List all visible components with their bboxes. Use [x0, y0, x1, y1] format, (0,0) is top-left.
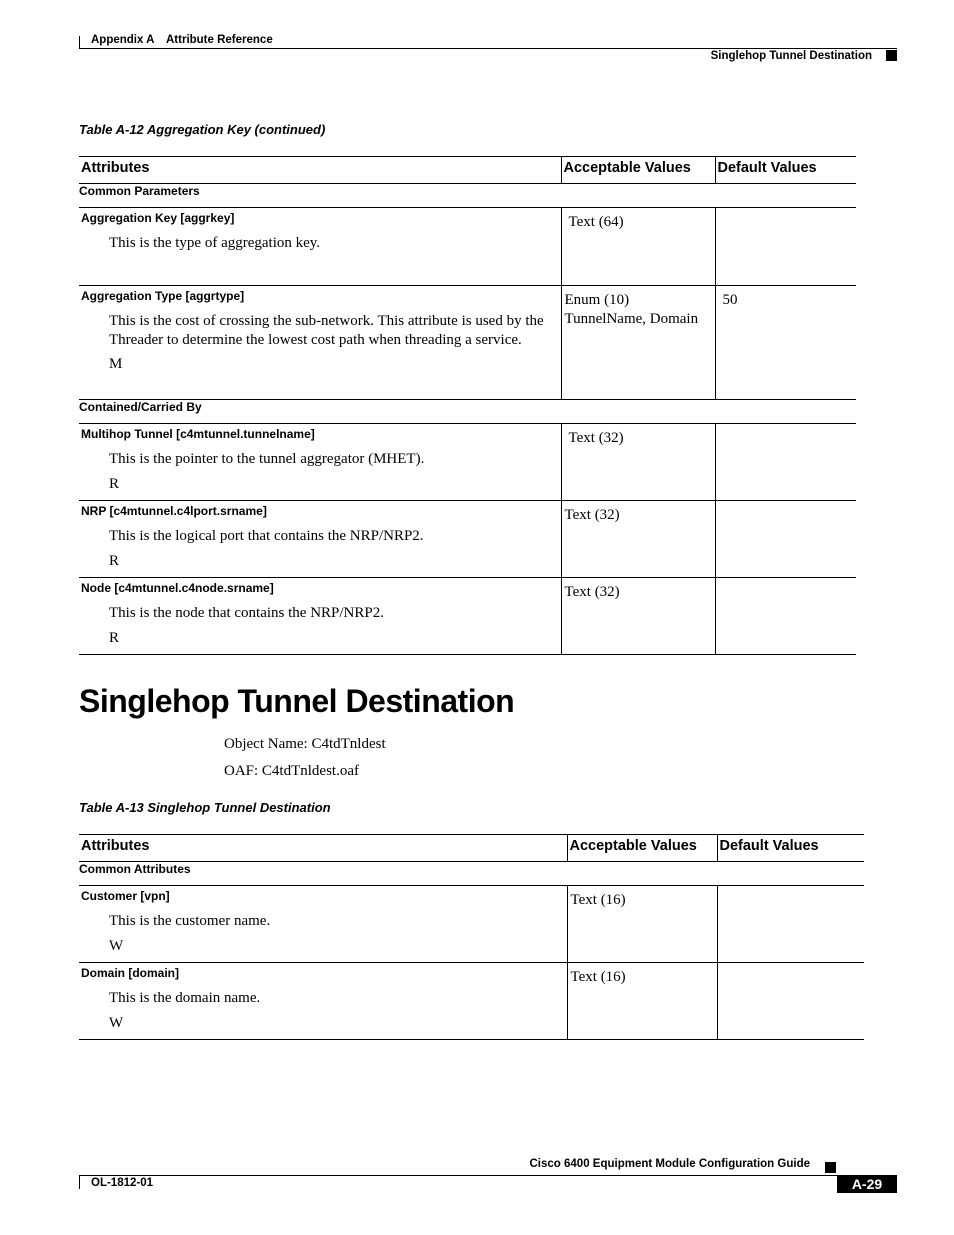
section-title: Singlehop Tunnel Destination — [79, 683, 515, 719]
table-row — [79, 963, 864, 1040]
col-header-attributes: Attributes — [79, 835, 567, 862]
footer-rule — [79, 1175, 897, 1176]
col-header-default-values: Default Values — [715, 157, 856, 184]
oaf-name: OAF: C4tdTnldest.oaf — [224, 763, 359, 779]
header-rule — [79, 48, 897, 49]
acceptable-value: Enum (10) — [564, 292, 630, 308]
table1-caption: Table A-12 Aggregation Key (continued) — [79, 122, 326, 137]
acceptable-value: TunnelName, Domain — [564, 311, 699, 327]
acceptable-value: Text (64) — [568, 214, 624, 230]
table-row — [79, 286, 856, 400]
section-row — [79, 862, 864, 886]
footer-guide-title: Cisco 6400 Equipment Module Configuration Guide — [529, 1158, 810, 1170]
attribute-name: Aggregation Type [aggrtype] — [81, 289, 245, 303]
footer-rule-vertical — [79, 1175, 80, 1189]
header-marker — [886, 50, 897, 61]
table-row — [79, 886, 864, 963]
col-header-acceptable-values: Acceptable Values — [561, 157, 715, 184]
attribute-name: Domain [domain] — [81, 966, 179, 980]
attribute-name: Node [c4mtunnel.c4node.srname] — [81, 581, 274, 595]
col-header-attributes: Attributes — [79, 157, 561, 184]
header-appendix: Appendix A — [91, 34, 155, 46]
acceptable-value: Text (32) — [564, 507, 620, 523]
section-common-parameters: Common Parameters — [79, 184, 856, 208]
footer-doc-id: OL-1812-01 — [91, 1177, 154, 1189]
attribute-access: M — [109, 356, 123, 372]
attribute-access: R — [109, 552, 120, 569]
attribute-description: This is the pointer to the tunnel aggregator (MHET). — [109, 451, 425, 467]
default-value — [715, 208, 856, 286]
section-contained-carried-by: Contained/Carried By — [79, 400, 856, 424]
page-number: A-29 — [837, 1175, 897, 1193]
attribute-description: This is the cost of crossing the sub-network. This attribute is used by the Threader to determine the lowest cost path when threading a service. — [109, 313, 544, 348]
acceptable-value: Text (16) — [570, 969, 626, 985]
table-singlehop-tunnel-destination — [79, 834, 864, 1040]
table-row — [79, 208, 856, 286]
attribute-description: This is the domain name. — [109, 990, 261, 1006]
table-row — [79, 424, 856, 501]
default-value — [715, 424, 856, 501]
attribute-access: R — [109, 475, 120, 492]
footer-marker — [825, 1162, 836, 1173]
attribute-description: This is the logical port that contains the NRP/NRP2. — [109, 528, 424, 544]
header-section: Singlehop Tunnel Destination — [710, 50, 872, 62]
default-value — [715, 578, 856, 655]
attribute-name: Multihop Tunnel [c4mtunnel.tunnelname] — [81, 427, 315, 441]
table-row — [79, 578, 856, 655]
attribute-access: W — [109, 1014, 124, 1031]
attribute-name: Aggregation Key [aggrkey] — [81, 211, 235, 225]
col-header-default-values: Default Values — [717, 835, 864, 862]
attribute-name: Customer [vpn] — [81, 889, 170, 903]
acceptable-value: Text (32) — [564, 584, 620, 600]
table-aggregation-key — [79, 156, 856, 655]
attribute-access: W — [109, 937, 124, 954]
attribute-name: NRP [c4mtunnel.c4lport.srname] — [81, 504, 267, 518]
attribute-access: R — [109, 629, 120, 646]
section-common-attributes: Common Attributes — [79, 862, 864, 886]
attribute-description: This is the type of aggregation key. — [109, 235, 321, 251]
table1-header-row — [79, 157, 856, 184]
col-header-acceptable-values: Acceptable Values — [567, 835, 717, 862]
section-row — [79, 400, 856, 424]
table2-header-row — [79, 835, 864, 862]
default-value — [715, 501, 856, 578]
default-value: 50 — [722, 292, 738, 308]
table-row — [79, 501, 856, 578]
attribute-description: This is the customer name. — [109, 913, 271, 929]
attribute-description: This is the node that contains the NRP/NRP2. — [109, 605, 384, 621]
acceptable-value: Text (32) — [568, 430, 624, 446]
object-name: Object Name: C4tdTnldest — [224, 736, 386, 752]
acceptable-value: Text (16) — [570, 892, 626, 908]
table2-caption: Table A-13 Singlehop Tunnel Destination — [79, 800, 331, 815]
header-chapter: Attribute Reference — [166, 34, 273, 46]
default-value — [717, 963, 864, 1040]
default-value — [717, 886, 864, 963]
section-row — [79, 184, 856, 208]
